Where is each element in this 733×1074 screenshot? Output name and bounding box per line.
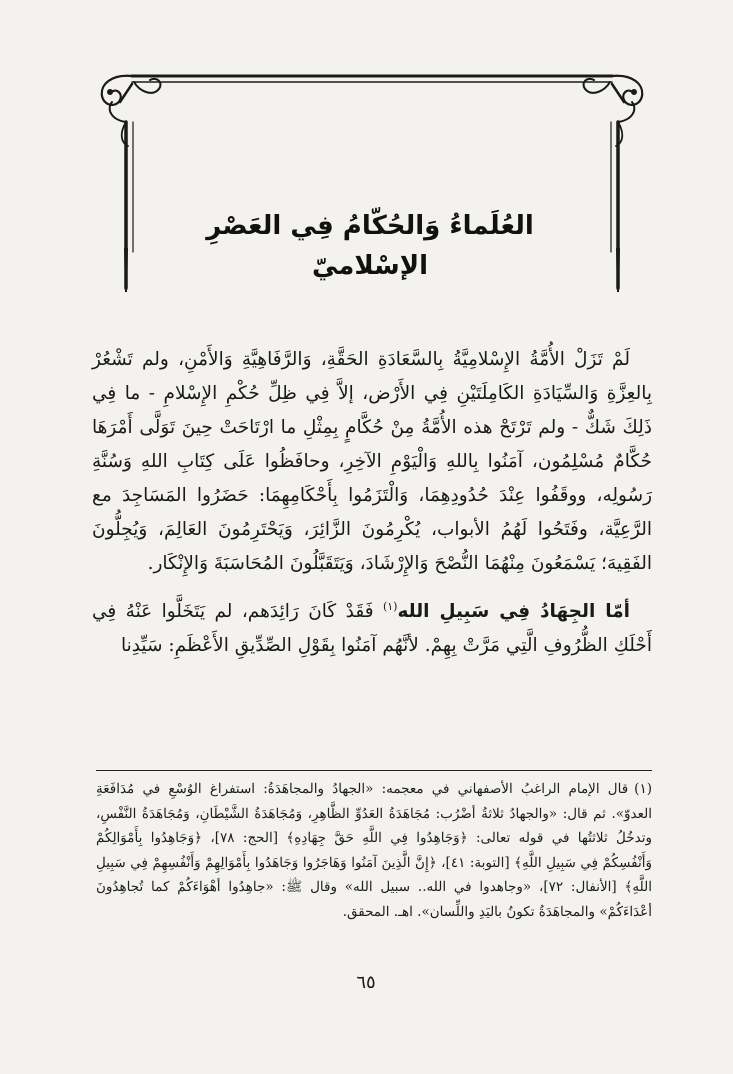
page-number: ٦٥ — [356, 972, 376, 993]
chapter-title: العُلَماءُ وَالحُكّامُ فِي العَصْرِ الإسْلاميّ — [206, 211, 534, 281]
footnote-reference[interactable]: (١) — [382, 599, 398, 613]
footnote-separator — [96, 770, 652, 771]
body-text — [92, 343, 652, 663]
paragraph — [92, 595, 652, 663]
footnote-number: (١) — [634, 781, 652, 797]
jihad-lead-phrase: أمّا الجِهَادُ فِي سَبِيلِ الله — [397, 601, 630, 622]
footnote — [96, 777, 652, 924]
paragraph-continuation: فَقَدْ كَانَ رَائِدَهم، لم يَتَخَلَّوا عَنْهُ فِي أَحْلَكِ الظُّرُوفِ الَّتِي مَرَّتْ بِهِمْ. لأنَّهُم آمَنُوا بِقَوْلِ الصِّدِّيقِ الأَعْظَمِ: سَيِّدِنا — [92, 601, 652, 656]
paragraph: لَمْ تَزَلْ الأُمَّةُ الإِسْلامِيَّةُ بِالسَّعَادَةِ الحَقَّةِ، وَالرَّفَاهِيَّةِ وَالأَمْنِ، ولم تَشْعُرْ بِالعِزَّةِ وَالسِّيَادَةِ الكَامِلَتَيْنِ فِي الأَرْض، إلاَّ فِي ظِلِّ حُكْمِ الإِسْلامِ - ما فِي ذَلِكَ شَكٌّ - ولم تَرْتَحْ هذه الأُمَّةُ مِنْ حُكَّامٍ بِمِثْلِ ما ارْتَاحَتْ حِينَ تَوَلَّى أَمْرَهَا حُكَّامٌ مُسْلِمُون، آمَنُوا بِاللهِ وَالْيَوْمِ الآخِرِ، وحافَظُوا عَلَى كِتَابِ اللهِ وَسُنَّةِ رَسُولِه، ووقَفُوا عِنْدَ حُدُودِهِمَا، وَالْتَزَمُوا بِأَحْكَامِهِمَا: حَضَرُوا المَسَاجِدَ مع الرَّعِيَّة، وفَتَحُوا لَهُمُ الأبواب، يُكْرِمُونَ الزَّائِرَ، وَيَحْتَرِمُونَ العَالِمَ، وَيُجِلُّونَ الفَقِيهَ؛ يَسْمَعُونَ مِنْهُمَا النُّصْحَ وَالإِرْشَادَ، وَيَتَقَبَّلُونَ المُحَاسَبَةَ وَالإِنْكَار. — [92, 349, 652, 574]
footnote-text: قال الإمام الراغبُ الأصفهاني في معجمه: «الجهادُ والمجاهَدَةُ: استفراغ الوُسْعِ في مُدَافَعَةِ العدوّ». ثم قال: «والجهادُ ثلاثةُ أضْرُب: مُجَاهَدَةُ العَدُوِّ الظَّاهِرِ، وَمُجَاهَدَةُ الشَّيْطَانِ، وَمُجَاهَدَةُ النَّفْسِ، وتدخُلُ ثلاثتُها في قوله تعالى: ﴿وَجَاهِدُوا فِي اللَّهِ حَقَّ جِهَادِهِ﴾ [الحج: ٧٨]، ﴿وَجَاهِدُوا بِأَمْوَالِكُمْ وَأَنْفُسِكُمْ فِي سَبِيلِ اللَّهِ﴾ [التوبة: ٤١]، ﴿إِنَّ الَّذِينَ آمَنُوا وَهَاجَرُوا وَجَاهَدُوا بِأَمْوَالِهِمْ وَأَنْفُسِهِمْ فِي سَبِيلِ اللَّهِ﴾ [الأنفال: ٧٢]، «وجاهدوا في الله.. سبيل الله» وقال ﷺ: «جاهِدُوا أهْوَاءَكُمْ كما تُجاهِدُونَ أعْدَاءَكُمْ» والمجاهَدَةُ تكونُ باليَدِ واللِّسان». اهـ. المحقق. — [96, 781, 653, 920]
